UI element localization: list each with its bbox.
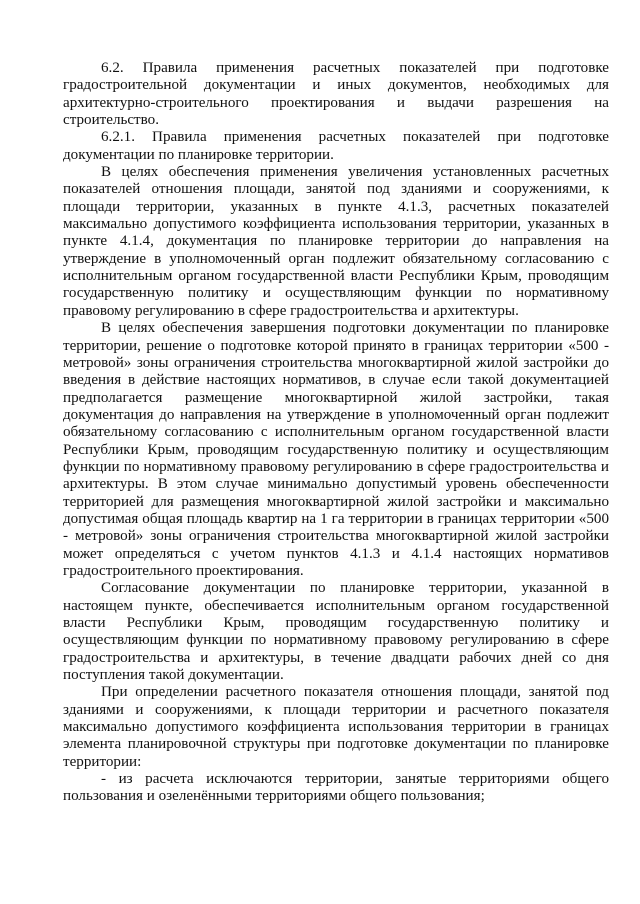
section-heading-6-2: 6.2. Правила применения расчетных показателей при подготовке градостроительной документации и иных документов, необходимых для архитектурно-строительного проектирования и выдачи разрешения на строительство.: [63, 60, 609, 129]
paragraph-approval-timeframe: Согласование документации по планировке территории, указанной в настоящем пункте, обеспечивается исполнительным органом государственной власти Республики Крым, проводящим государственную политику и осуществляющим функции по нормативному правовому регулированию в сфере градостроительства и архитектуры, в течение двадцати рабочих дней со дня поступления такой документации.: [63, 580, 609, 684]
paragraph-500-meter-zone: В целях обеспечения завершения подготовки документации по планировке территории, решение о подготовке которой принято в границах территории «500 - метровой» зоны ограничения строительства многоквартирной жилой застройки до введения в действие настоящих нормативов, в случае если такой документацией предполагается размещение многоквартирной жилой застройки, такая документация до направления на утверждение в уполномоченный орган подлежит обязательному согласованию с исполнительным органом государственной власти Республики Крым, проводящим государственную политику и осуществляющим функции по нормативному правовому регулированию в сфере градостроительства и архитектуры. В этом случае минимально допустимый уровень обеспеченности территорией для размещения многоквартирной жилой застройки и максимально допустимая общая площадь квартир на 1 га территории в границах территории «500 - метровой» зоны ограничения строительства многоквартирной жилой застройки может определяться с учетом пунктов 4.1.3 и 4.1.4 настоящих нормативов градостроительного проектирования.: [63, 320, 609, 579]
paragraph-calculation-rules: При определении расчетного показателя отношения площади, занятой под зданиями и сооружениями, к площади территории и расчетного показателя максимально допустимого коэффициента использования территории в границах элемента планировочной структуры при подготовке документации по планировке территории:: [63, 684, 609, 770]
section-heading-6-2-1: 6.2.1. Правила применения расчетных показателей при подготовке документации по планировке территории.: [63, 129, 609, 163]
paragraph-approval-requirement: В целях обеспечения применения увеличения установленных расчетных показателей отношения площади, занятой под зданиями и сооружениями, к площади территории, указанных в пункте 4.1.3, расчетных показателей максимально допустимого коэффициента использования территории, указанных в пункте 4.1.4, документация по планировке территории до направления на утверждение в уполномоченный орган подлежит обязательному согласованию с исполнительным органом государственной власти Республики Крым, проводящим государственную политику и осуществляющим функции по нормативному правовому регулированию в сфере градостроительства и архитектуры.: [63, 164, 609, 319]
list-item-exclusions: - из расчета исключаются территории, занятые территориями общего пользования и озеленёнными территориями общего пользования;: [63, 771, 609, 805]
document-page: [63, 60, 609, 806]
